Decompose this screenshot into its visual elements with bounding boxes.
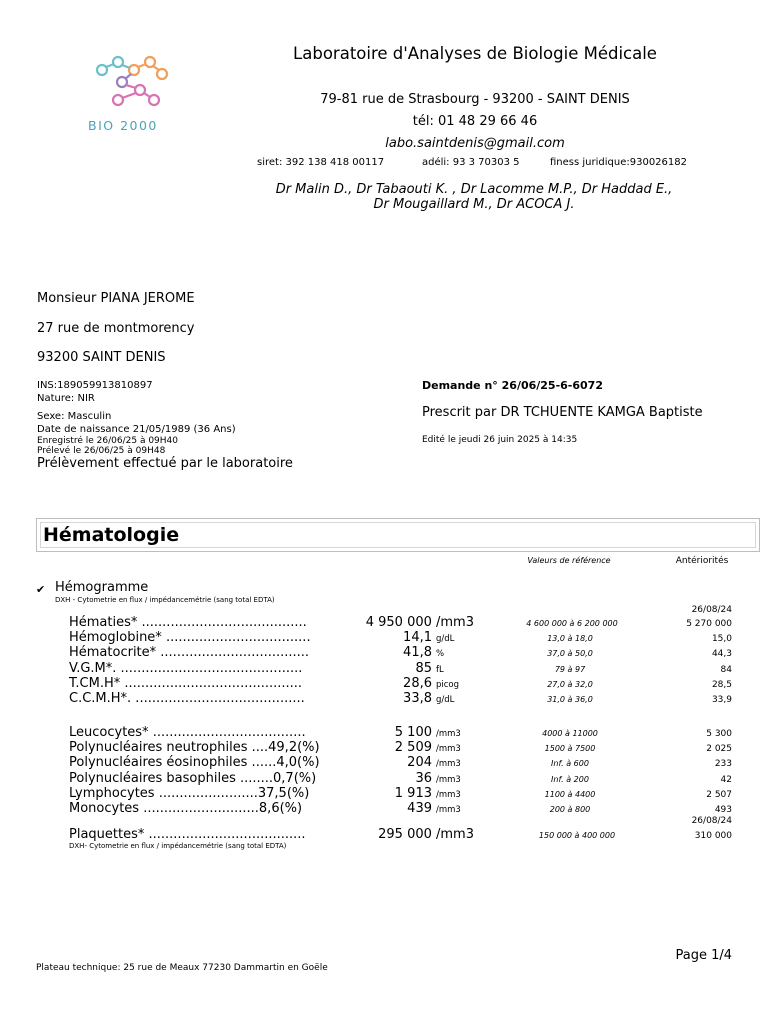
result-label: Hématies* ........................................	[69, 615, 307, 630]
result-unit: /mm3	[436, 744, 461, 755]
result-unit: /mm3	[436, 805, 461, 815]
patient-birth: Date de naissance 21/05/1989 (36 Ans)	[37, 424, 236, 435]
registered-date: Enregistré le 26/06/25 à 09H40	[37, 436, 178, 446]
result-prior: 2 025	[706, 744, 732, 755]
patient-nature: Nature: NIR	[37, 393, 95, 404]
result-reference: Inf. à 600	[551, 759, 589, 769]
result-reference: 31,0 à 36,0	[547, 695, 593, 704]
result-label: Monocytes ............................8,6(%)	[69, 801, 303, 816]
result-value: 41,8	[403, 645, 432, 661]
platelets-value: 295 000 /mm3	[378, 827, 474, 842]
prior-results-header: Antériorités	[675, 556, 729, 566]
doctors-line1: Dr Malin D., Dr Tabaouti K. , Dr Lacomme M.P., Dr Haddad E.,	[275, 182, 673, 197]
result-prior: 44,3	[711, 649, 732, 660]
result-label: Lymphocytes ........................37,5(%)	[69, 785, 310, 801]
result-prior: 2 507	[706, 789, 732, 800]
sampling-note: Prélèvement effectué par le laboratoire	[37, 456, 293, 471]
result-prior: 28,5	[711, 679, 732, 690]
result-value: 28,6	[403, 675, 432, 691]
result-unit: %	[436, 649, 445, 660]
result-prior: 233	[714, 759, 732, 770]
lab-finess: finess juridique:930026182	[550, 157, 687, 168]
result-label: Polynucléaires neutrophiles ....49,2(%)	[69, 740, 320, 756]
result-prior: 33,9	[711, 695, 732, 705]
result-label: C.C.M.H*. .........................................	[69, 691, 305, 706]
lab-phone: tél: 01 48 29 66 46	[412, 114, 538, 129]
patient-city: 93200 SAINT DENIS	[37, 350, 166, 365]
request-number: Demande n° 26/06/25-6-6072	[422, 379, 603, 392]
result-reference: 4 600 000 à 6 200 000	[526, 619, 618, 628]
platelets-prior: 310 000	[694, 831, 732, 841]
result-unit: picog	[436, 679, 460, 690]
result-value: 33,8	[403, 691, 432, 706]
lab-address: 79-81 rue de Strasbourg - 93200 - SAINT DENIS	[320, 92, 630, 107]
prior-date-2: 26/08/24	[691, 816, 732, 826]
result-prior: 84	[720, 664, 732, 675]
result-value: 2 509	[394, 740, 432, 756]
doctors-line2: Dr Mougaillard M., Dr ACOCA J.	[373, 197, 575, 212]
result-unit: /mm3	[436, 759, 461, 770]
platelets-ref: 150 000 à 400 000	[538, 831, 616, 840]
result-value: 4 950 000 /mm3	[365, 615, 474, 630]
result-prior: 42	[720, 774, 732, 785]
prior-date: 26/08/24	[691, 605, 732, 615]
patient-ins: INS:189059913810897	[37, 380, 153, 391]
result-reference: 4000 à 11000	[542, 729, 598, 738]
result-prior: 5 270 000	[686, 619, 732, 629]
lab-email: labo.saintdenis@gmail.com	[385, 136, 565, 151]
result-value: 5 100	[394, 725, 432, 740]
result-reference: Inf. à 200	[551, 774, 589, 784]
result-label: Polynucléaires éosinophiles ......4,0(%)	[69, 755, 320, 771]
result-value: 439	[407, 801, 432, 816]
plateau-technique: Plateau technique: 25 rue de Meaux 77230 Dammartin en Goële	[36, 963, 328, 973]
result-unit: /mm3	[436, 774, 461, 785]
result-reference: 1500 à 7500	[544, 744, 596, 754]
result-unit: g/dL	[436, 634, 455, 645]
result-prior: 5 300	[706, 729, 732, 739]
result-value: 36	[415, 770, 432, 786]
patient-name: Monsieur PIANA JEROME	[37, 291, 195, 306]
result-unit: fL	[436, 664, 444, 675]
result-label: Polynucléaires basophiles ........0,7(%)	[69, 770, 317, 786]
result-prior: 493	[714, 805, 732, 815]
check-icon: ✔	[36, 583, 46, 596]
result-label: Hématocrite* ....................................	[69, 645, 310, 661]
result-reference: 200 à 800	[549, 805, 591, 814]
result-reference: 13,0 à 18,0	[547, 634, 593, 644]
prescriber: Prescrit par DR TCHUENTE KAMGA Baptiste	[422, 405, 703, 420]
result-label: T.CM.H* ...........................................	[69, 675, 303, 691]
result-label: Hémoglobine* ...................................	[69, 630, 311, 646]
sampled-date: Prélevé le 26/06/25 à 09H48	[37, 446, 166, 456]
result-reference: 27,0 à 32,0	[547, 679, 593, 689]
lab-adeli: adéli: 93 3 70303 5	[422, 157, 520, 168]
result-unit: /mm3	[436, 729, 461, 739]
result-value: 14,1	[403, 630, 432, 646]
patient-sex: Sexe: Masculin	[37, 411, 112, 422]
result-prior: 15,0	[711, 634, 732, 645]
result-value: 1 913	[394, 785, 432, 801]
result-reference: 37,0 à 50,0	[547, 649, 593, 659]
result-label: Leucocytes* .....................................	[69, 725, 306, 740]
result-reference: 79 à 97	[554, 664, 586, 674]
result-unit: /mm3	[436, 789, 461, 800]
result-label: V.G.M*. ............................................	[69, 660, 303, 676]
platelets-method: DXH- Cytometrie en flux / impédancemétrie (sang total EDTA)	[69, 842, 287, 850]
platelets-label: Plaquettes* ......................................	[69, 827, 306, 842]
result-unit: g/dL	[436, 695, 455, 705]
hemogram-method: DXH - Cytometrie en flux / impédancemétrie (sang total EDTA)	[55, 596, 275, 604]
edited-date: Edité le jeudi 26 juin 2025 à 14:35	[422, 435, 578, 445]
result-value: 85	[415, 660, 432, 676]
logo-brand-text: BIO 2000	[88, 118, 158, 133]
reference-values-header: Valeurs de référence	[527, 556, 611, 565]
lab-siret: siret: 392 138 418 00117	[257, 157, 385, 168]
lab-name: Laboratoire d'Analyses de Biologie Médicale	[293, 44, 657, 63]
hemogram-title: Hémogramme	[55, 580, 149, 595]
result-reference: 1100 à 4400	[544, 789, 596, 799]
patient-street: 27 rue de montmorency	[37, 321, 195, 336]
result-value: 204	[407, 755, 432, 771]
page-number: Page 1/4	[675, 948, 732, 963]
section-title: Hématologie	[43, 524, 180, 546]
bio2000-logo	[88, 52, 178, 112]
